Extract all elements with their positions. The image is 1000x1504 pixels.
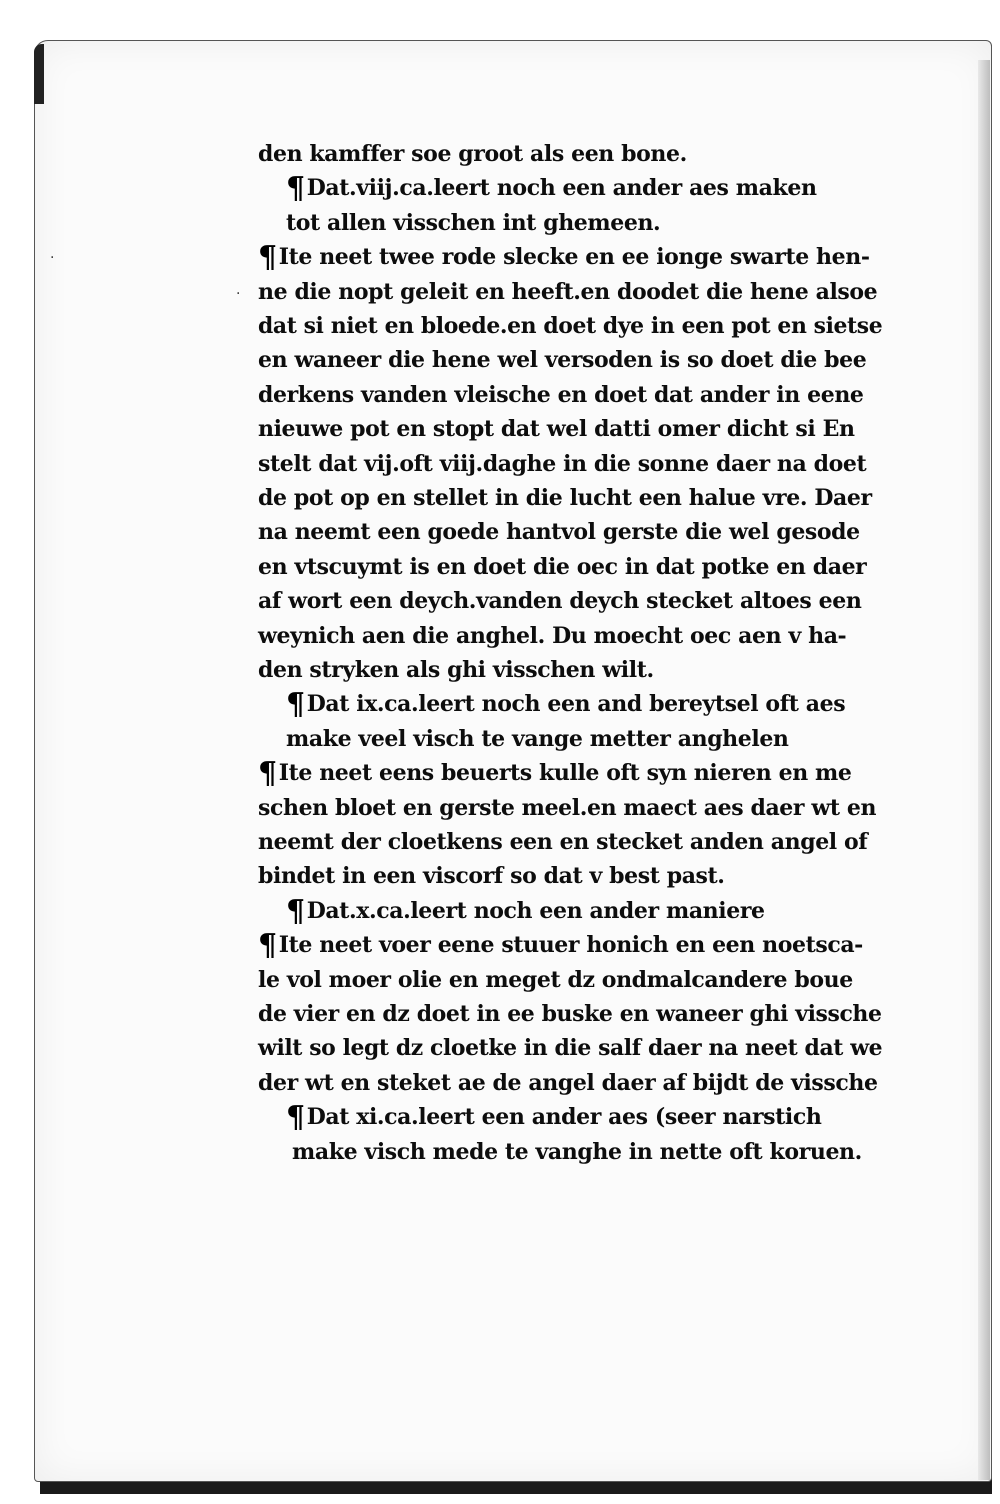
line-text: wilt so legt dz cloetke in die salf daer na neet dat we	[258, 1035, 883, 1062]
line-text: schen bloet en gerste meel.en maect aes daer wt en	[258, 794, 877, 821]
text-line	[258, 1066, 878, 1100]
line-text: make visch mede te vanghe in nette oft koruen.	[292, 1138, 862, 1165]
text-line	[292, 1135, 862, 1169]
pilcrow-mark: ¶	[258, 240, 277, 276]
text-line	[258, 997, 882, 1031]
line-text: de vier en dz doet in ee buske en waneer ghi visschе	[258, 1001, 882, 1027]
stray-mark: ·	[50, 250, 55, 266]
line-text: Dat xi.ca.leert een ander aes (seer narstich	[306, 1104, 822, 1131]
text-line	[258, 309, 882, 343]
line-text: neemt der cloetkens een en stecket anden angel of	[258, 829, 868, 855]
text-line	[258, 619, 846, 653]
line-text: den stryken als ghi visschen wilt.	[258, 657, 654, 683]
line-text: en waneer die hene wel versoden is so doet die bee	[258, 347, 867, 374]
line-text: ne die nopt geleit en heeft.en doodet die hene alsoe	[258, 278, 878, 305]
text-line	[258, 928, 863, 962]
line-text: stelt dat vij.oft viij.daghe in die sonne daer na doet	[258, 450, 867, 477]
pilcrow-mark: ¶	[258, 756, 277, 792]
text-line	[258, 137, 687, 171]
text-line	[258, 859, 725, 893]
line-text: weynich aen die anghel. Du moecht oec aen v ha-	[258, 622, 847, 649]
text-line	[258, 240, 870, 274]
text-line	[258, 791, 876, 825]
text-line	[286, 1100, 821, 1134]
page-right-shadow	[978, 60, 990, 1480]
text-line	[258, 515, 860, 549]
text-line	[286, 687, 845, 721]
line-text: Ite neet twee rode slecke en ee ionge swarte hen-	[278, 244, 870, 271]
page-corner-shadow	[34, 44, 44, 104]
line-text: le vol moer olie en meget dz ondmalcandere boue	[258, 966, 853, 993]
line-text: Dat.viij.ca.leert noch een ander aes maken	[306, 175, 817, 202]
text-line	[258, 481, 872, 515]
line-text: Ite neet eens beuerts kulle oft syn nieren en me	[278, 760, 852, 787]
line-text: nieuwe pot en stopt dat wel datti omer dicht si En	[258, 416, 855, 443]
line-text: make veel visch te vange metter anghelen	[286, 725, 789, 752]
pilcrow-mark: ¶	[286, 1100, 305, 1136]
text-line	[258, 550, 866, 584]
line-text: derkens vanden vleische en doet dat ander in eene	[258, 381, 864, 408]
stray-mark: ·	[236, 286, 241, 302]
line-text: af wort een deych.vanden deych stecket altoes een	[258, 588, 862, 615]
text-line	[258, 275, 877, 309]
pilcrow-mark: ¶	[286, 171, 305, 207]
text-line	[286, 894, 765, 928]
pilcrow-mark: ¶	[258, 928, 277, 964]
text-line	[258, 447, 866, 481]
text-line	[258, 963, 853, 997]
pilcrow-mark: ¶	[286, 687, 305, 723]
text-line	[258, 412, 855, 446]
line-text: bindet in een viscorf so dat v best past.	[258, 863, 725, 890]
line-text: der wt en steket ae de angel daer af bijdt de visschе	[258, 1069, 878, 1096]
text-line	[258, 584, 861, 618]
line-text: Ite neet voer eene stuuer honich en een noetsca-	[278, 932, 863, 959]
line-text: Dat ix.ca.leert noch een and bereytsel oft aes	[306, 691, 846, 718]
text-line	[258, 756, 852, 790]
text-line	[258, 378, 864, 412]
text-line	[286, 206, 660, 240]
text-line	[286, 171, 817, 205]
line-text: dat si niet en bloede.en doet dye in een pot en sietse	[258, 313, 883, 339]
line-text: tot allen visschen int ghemeen.	[286, 209, 661, 236]
line-text: den kamffer soe groot als een bone.	[258, 141, 687, 167]
line-text: en vtscuymt is en doet die oec in dat potke en daer	[258, 553, 867, 580]
line-text: na neemt een goede hantvol gerste die wel gesode	[258, 519, 860, 546]
text-line	[286, 722, 789, 756]
text-line	[258, 653, 654, 687]
text-line	[258, 343, 866, 377]
text-line	[258, 825, 867, 859]
line-text: Dat.x.ca.leert noch een ander maniere	[306, 897, 765, 924]
line-text: de pot op en stellet in die lucht een halue vre. Daer	[258, 485, 872, 511]
text-line	[258, 1031, 882, 1065]
pilcrow-mark: ¶	[286, 893, 305, 929]
